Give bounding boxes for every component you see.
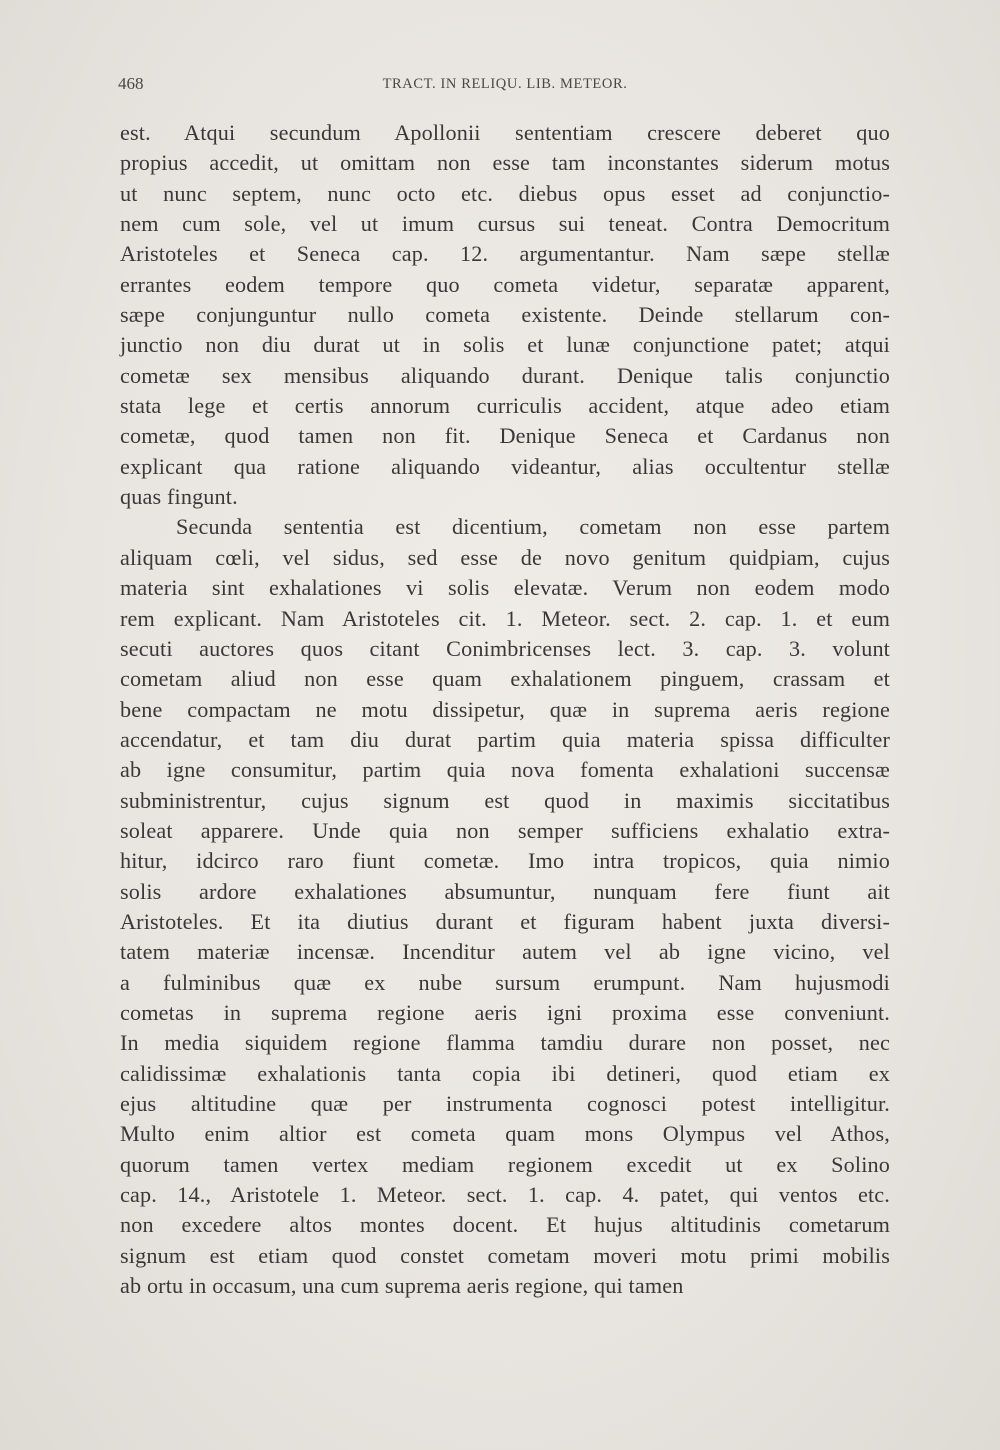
text-line: quas fingunt. [120, 484, 238, 510]
text-line: secuti auctores quos citant Conimbricenses lect. 3. cap. 3. volunt [120, 635, 890, 661]
text-line: ejus altitudine quæ per instrumenta cognosci potest intelligitur. [120, 1091, 890, 1116]
text-line: hitur, idcirco raro fiunt cometæ. Imo intra tropicos, quia nimio [120, 848, 890, 874]
text-line: a fulminibus quæ ex nube sursum erumpunt. Nam hujusmodi [120, 969, 890, 995]
text-line: calidissimæ exhalationis tanta copia ibi detineri, quod etiam ex [120, 1060, 890, 1086]
text-line: non excedere altos montes docent. Et hujus altitudinis cometarum [120, 1212, 890, 1238]
text-line: bene compactam ne motu dissipetur, quæ in suprema aeris regione [120, 696, 890, 722]
text-line: cometæ sex mensibus aliquando durant. Denique talis conjunctio [120, 362, 890, 388]
text-line: junctio non diu durat ut in solis et lunæ conjunctione patet; atqui [120, 332, 890, 358]
text-line: subministrentur, cujus signum est quod in maximis siccitatibus [120, 787, 890, 813]
text-line: soleat apparere. Unde quia non semper sufficiens exhalatio extra- [120, 817, 890, 843]
body-text [120, 118, 890, 1301]
text-line: explicant qua ratione aliquando videantur, alias occultentur stellæ [120, 453, 890, 479]
text-line: Multo enim altior est cometa quam mons Olympus vel Athos, [120, 1121, 890, 1147]
running-title: TRACT. IN RELIQU. LIB. METEOR. [382, 76, 628, 92]
paragraph [120, 118, 890, 512]
text-line: tatem materiæ incensæ. Incenditur autem vel ab igne vicino, vel [120, 939, 890, 965]
text-line: propius accedit, ut omittam non esse tam inconstantes siderum motus [120, 150, 890, 176]
text-line: sæpe conjunguntur nullo cometa existente. Deinde stellarum con- [120, 302, 890, 328]
text-line: cometas in suprema regione aeris igni proxima esse conveniunt. [120, 999, 890, 1025]
text-line: nem cum sole, vel ut imum cursus sui teneat. Contra Democritum [120, 211, 890, 237]
text-line: ut nunc septem, nunc octo etc. diebus opus esset ad conjunctio- [120, 180, 890, 206]
text-line: errantes eodem tempore quo cometa videtur, separatæ apparent, [120, 271, 890, 297]
text-line: ab igne consumitur, partim quia nova fomenta exhalationi succensæ [120, 757, 890, 783]
text-line: stata lege et certis annorum curriculis accident, atque adeo etiam [120, 393, 890, 419]
page-number: 468 [118, 74, 144, 93]
text-line: quorum tamen vertex mediam regionem excedit ut ex Solino [120, 1151, 890, 1177]
text-line: Aristoteles. Et ita diutius durant et figuram habent juxta diversi- [120, 908, 890, 934]
text-line: solis ardore exhalationes absumuntur, nunquam fere fiunt ait [120, 878, 890, 904]
text-line: Secunda sententia est dicentium, cometam non esse partem [176, 514, 890, 540]
page-header [118, 74, 892, 100]
text-line: est. Atqui secundum Apollonii sententiam crescere deberet quo [120, 120, 890, 145]
text-line: rem explicant. Nam Aristoteles cit. 1. Meteor. sect. 2. cap. 1. et eum [120, 605, 890, 631]
text-line: cap. 14., Aristotele 1. Meteor. sect. 1. cap. 4. patet, qui ventos etc. [120, 1182, 890, 1208]
text-line: cometam aliud non esse quam exhalationem pinguem, crassam et [120, 666, 890, 692]
text-line: cometæ, quod tamen non fit. Denique Seneca et Cardanus non [120, 423, 890, 449]
text-line: signum est etiam quod constet cometam moveri motu primi mobilis [120, 1242, 890, 1268]
text-line: accendatur, et tam diu durat partim quia materia spissa difficulter [120, 726, 890, 752]
paragraph [120, 512, 890, 1301]
text-line: Aristoteles et Seneca cap. 12. argumentantur. Nam sæpe stellæ [120, 241, 890, 267]
text-line: aliquam cœli, vel sidus, sed esse de novo genitum quidpiam, cujus [120, 544, 890, 570]
text-line: In media siquidem regione flamma tamdiu durare non posset, nec [120, 1030, 890, 1056]
text-line: ab ortu in occasum, una cum suprema aeris regione, qui tamen [120, 1273, 684, 1299]
text-line: materia sint exhalationes vi solis elevatæ. Verum non eodem modo [120, 575, 890, 601]
